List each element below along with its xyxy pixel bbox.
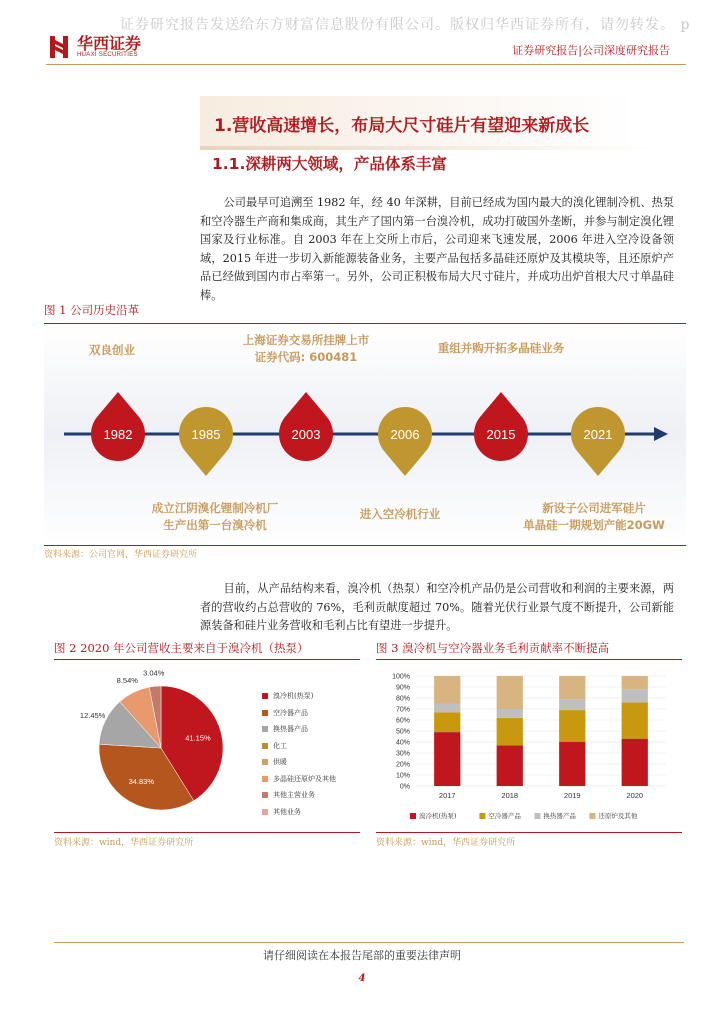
legend-swatch [410,813,416,819]
section-underline [200,146,660,150]
huaxi-logo-icon [48,34,72,60]
footer-divider [54,942,684,943]
legend-label: 溴冷机(热泵) [419,812,457,820]
pie-legend-item [262,721,336,738]
bar-legend-item [479,811,521,820]
legend-swatch [262,726,268,732]
legal-notice: 请仔细阅读在本报告尾部的重要法律声明 [263,949,461,962]
pie-legend-item [262,688,336,705]
legend-label: 溴冷机(热泵) [273,692,314,701]
bar-segment [622,739,648,786]
x-tick-label: 2017 [438,791,456,800]
x-tick-label: 2019 [563,791,581,800]
x-tick-label: 2018 [501,791,519,800]
figure3-source: 资料来源：wind，华西证券研究所 [376,838,516,848]
y-tick-label: 20% [395,761,410,769]
page-number: 4 [358,973,366,984]
legend-swatch [262,809,268,815]
bar-segment [434,704,460,713]
bar-segment [497,718,523,746]
pie-value-label: 34.83% [128,777,155,787]
legend-swatch [534,813,540,819]
y-tick-label: 30% [395,750,410,758]
bar-segment [497,709,523,718]
watermark: 证券研究报告发送给东方财富信息股份有限公司。版权归华西证券所有，请勿转发。 p [120,17,691,33]
y-tick-label: 80% [395,695,410,703]
legend-label: 化工 [273,741,287,750]
event-2006: 进入空冷机行业 [359,507,441,521]
timeline-year-label: 2015 [486,427,516,442]
bar-legend-item [410,811,457,820]
bar-legend-item [534,811,576,820]
y-tick-label: 100% [392,673,410,681]
timeline-year-label: 2006 [390,427,420,442]
section-title: 1.营收高速增长，布局大尺寸硅片有望迎来新成长 [214,116,590,136]
bar-segment [559,742,585,786]
figure3-title: 图 3 溴冷机与空冷器业务毛利贡献率不断提高 [376,641,610,655]
y-tick-label: 40% [395,739,410,747]
y-tick-label: 50% [395,728,410,736]
event-1985: 成立江阴溴化锂制冷机厂 生产出第一台溴冷机 [151,501,279,532]
legend-swatch [479,813,485,819]
event-2003: 上海证券交易所挂牌上市 证券代码: 600481 [242,333,370,364]
bar-segment [434,712,460,732]
section-heading [200,96,660,150]
pie-value-label: 41.15% [185,733,211,743]
legend-label: 空冷器产品 [488,812,521,820]
figure2-source: 资料来源：wind，华西证券研究所 [54,838,194,848]
bar-segment [622,689,648,702]
pie-legend-item [262,754,336,771]
y-tick-label: 10% [395,772,410,780]
legend-swatch [589,813,595,819]
legend-swatch [262,743,268,749]
legend-label: 换热器产品 [273,725,308,734]
timeline-year-label: 1982 [103,427,133,442]
legend-label: 还原炉及其他 [598,812,638,820]
legend-label: 空冷器产品 [273,708,308,717]
legend-swatch [262,776,268,782]
figure1-source: 资料来源：公司官网，华西证券研究所 [44,550,198,560]
legend-swatch [262,759,268,765]
logo-chinese-name: 华西证券 [77,34,142,53]
legend-swatch [262,710,268,716]
timeline-year-label: 1985 [191,427,221,442]
figure2-bottom-rule [54,832,360,833]
bar-segment [559,710,585,742]
legend-swatch [262,693,268,699]
legend-label: 换热器产品 [543,812,576,820]
event-1982: 双良创业 [89,343,135,357]
bar-segment [559,699,585,710]
pie-legend-item [262,705,336,722]
x-tick-label: 2020 [626,791,644,800]
subsection-title: 1.1.深耕两大领域，产品体系丰富 [212,155,447,173]
bar-segment [434,676,460,704]
bar-segment [559,676,585,699]
bar-legend-item [589,811,638,820]
event-2015: 重组并购开拓多晶硅业务 [437,341,565,355]
timeline-year-label: 2003 [291,427,321,442]
report-type-label: 证券研究报告|公司深度研究报告 [512,44,670,57]
y-tick-label: 70% [395,706,410,714]
pie-legend-item [262,804,336,821]
legend-label: 多晶硅还原炉及其他 [273,774,336,783]
pie-value-label: 12.45% [79,710,106,720]
legend-swatch [262,792,268,798]
event-2021: 新设子公司进军硅片 单晶硅一期规划产能20GW [523,501,665,532]
timeline-year-label: 2021 [583,427,613,442]
pie-legend-item [262,771,336,788]
company-logo [48,34,141,60]
bar-segment [622,676,648,689]
y-tick-label: 0% [399,783,410,791]
y-tick-label: 90% [395,684,410,692]
pie-legend-item [262,787,336,804]
legend-label: 其他业务 [273,807,301,816]
bar-segment [497,745,523,786]
bar-segment [434,732,460,786]
bar-segment [622,702,648,738]
legend-label: 供暖 [273,758,287,767]
legend-label: 其他主营业务 [273,791,315,800]
figure1-title: 图 1 公司历史沿革 [44,303,140,317]
y-tick-label: 60% [395,717,410,725]
revenue-structure-paragraph: 目前，从产品结构来看，溴冷机（热泵）和空冷机产品仍是公司营收和利润的主要来源，两者的营收约占总营收的 76%，毛利贡献度超过 70%。随着光伏行业景气度不断提升，公司新能源装备和硅片业务营收和毛利占比有望进一步提升。 [200,582,674,632]
bar-segment [497,676,523,709]
margin-stacked-bar-chart [376,660,682,832]
figure2-title: 图 2 2020 年公司营收主要来自于溴冷机（热泵） [54,641,309,655]
figure3-bottom-rule [376,832,682,833]
pie-value-label: 3.04% [143,668,165,678]
pie-value-label: 8.54% [116,675,138,685]
pie-legend [262,688,336,820]
company-history-paragraph: 公司最早可追溯至 1982 年，经 40 年深耕，目前已经成为国内最大的溴化锂制冷机、热泵和空冷器生产商和集成商，其生产了国内第一台溴冷机，成功打破国外垄断，并参与制定溴化锂国家及行业标准。自 2003 年在上交所上市后，公司迎来飞速发展，2006 年进入空冷设备领域，2015 年进一步切入新能源装备业务，主要产品包括多晶硅还原炉及其模块等，且还原炉产品已经做到国内市占率第一。另外，公司正积极布局大尺寸硅片，并成功出炉首根大尺寸单晶硅棒。 [200,196,674,302]
pie-legend-item [262,738,336,755]
logo-english-name: HUAXI SECURITIES [77,52,138,58]
figure1-bottom-rule [44,545,686,546]
header-divider [46,64,686,65]
